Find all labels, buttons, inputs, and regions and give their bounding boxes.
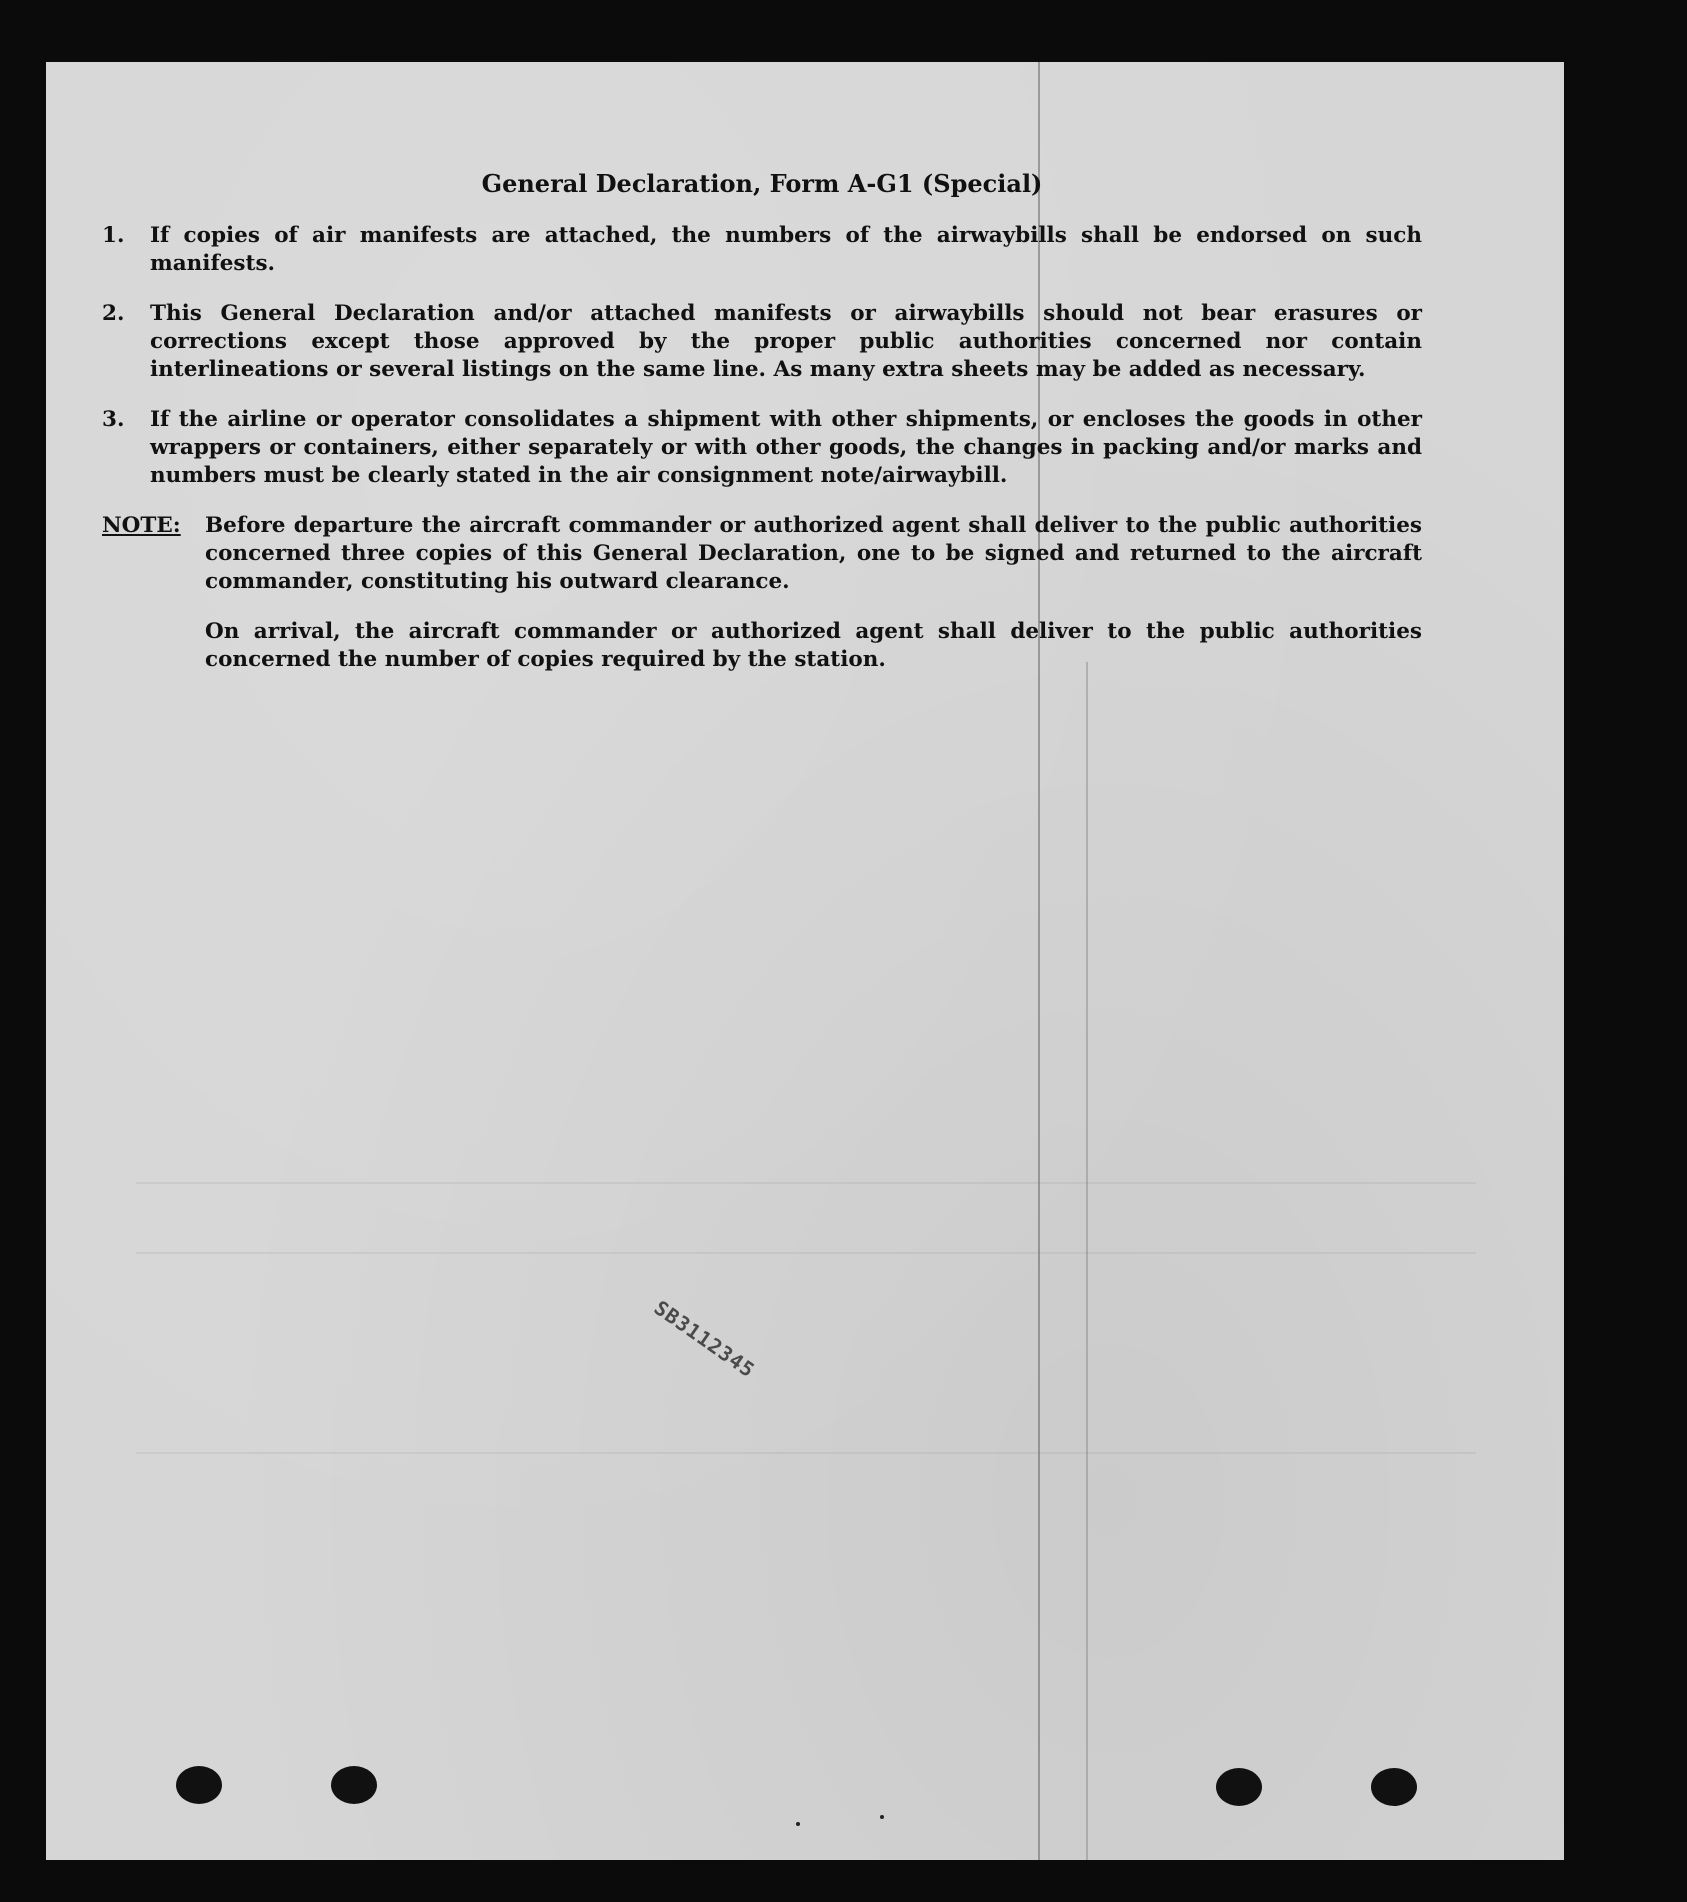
- show-through-line: [136, 1182, 1476, 1184]
- item-text: This General Declaration and/or attached manifests or airwaybills should not bear erasures or corrections except those approved by the proper public authorities concerned nor contain interlineations or several listings on the same line. As many extra sheets may be added as necessary.: [150, 301, 1422, 382]
- item-number: 3.: [102, 407, 125, 432]
- item-text: If the airline or operator consolidates a shipment with other shipments, or encloses the goods in other wrappers or containers, either separately or with other goods, the changes in packing and/or marks and numbers must be clearly stated in the air consignment note/airwaybill.: [150, 407, 1422, 488]
- note-paragraph: On arrival, the aircraft commander or authorized agent shall deliver to the public authorities concerned the number of copies required by the station.: [205, 619, 1422, 672]
- serial-stamp: SB3112345: [649, 1295, 760, 1383]
- item-number: 2.: [102, 301, 125, 326]
- item-number: 1.: [102, 223, 125, 248]
- note-body: [205, 512, 1422, 696]
- item-text: If copies of air manifests are attached, the numbers of the airwaybills shall be endorsed on such manifests.: [150, 223, 1422, 276]
- page-title: General Declaration, Form A-G1 (Special): [481, 169, 1043, 198]
- list-item: [102, 300, 1422, 384]
- dust-speck: [796, 1822, 800, 1826]
- fold-line-lower: [1086, 662, 1088, 1860]
- show-through-line: [136, 1452, 1476, 1454]
- punch-hole-left-1: [176, 1766, 222, 1804]
- punch-hole-left-2: [331, 1766, 377, 1804]
- punch-hole-right-1: [1216, 1768, 1262, 1806]
- note-section: [102, 512, 1422, 696]
- list-item: [102, 406, 1422, 490]
- dust-speck: [880, 1815, 884, 1819]
- show-through-line: [136, 1252, 1476, 1254]
- punch-hole-right-2: [1371, 1768, 1417, 1806]
- note-paragraph: Before departure the aircraft commander or authorized agent shall deliver to the public authorities concerned three copies of this General Declaration, one to be signed and returned to the aircraft commander, constituting his outward clearance.: [205, 513, 1422, 594]
- declaration-text: [102, 170, 1422, 696]
- note-label: NOTE:: [102, 513, 181, 538]
- list-item: [102, 222, 1422, 278]
